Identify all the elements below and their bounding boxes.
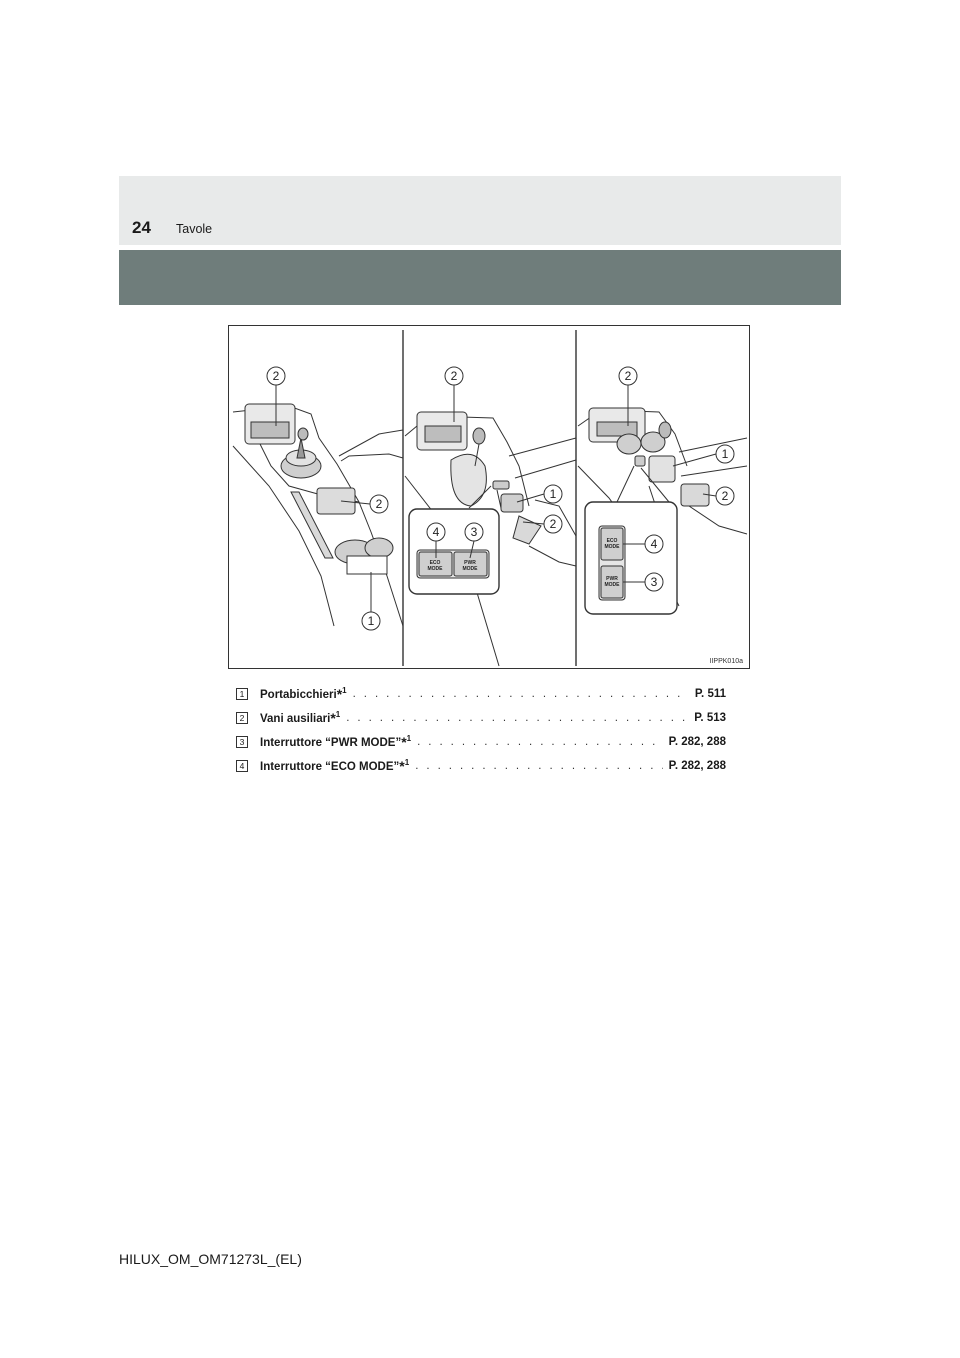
callout-1: 1 — [549, 487, 557, 501]
item-number: 1 — [236, 688, 248, 700]
eco-button-label: ECO — [429, 560, 441, 566]
eco-mode-label: MODE — [604, 544, 620, 550]
callout-4: 4 — [650, 537, 658, 551]
callout-2: 2 — [272, 369, 280, 383]
page-reference: P. 511 — [694, 688, 726, 700]
callout-2: 2 — [450, 369, 458, 383]
document-code: HILUX_OM_OM71273L_(EL) — [119, 1251, 302, 1267]
legend-item — [236, 682, 726, 706]
callout-2: 2 — [721, 489, 729, 503]
pwr-mode-label: MODE — [462, 566, 478, 572]
item-number: 3 — [236, 736, 248, 748]
pwr-button-label: PWR — [606, 576, 618, 582]
console-illustration — [228, 325, 750, 669]
callout-3: 3 — [650, 575, 658, 589]
item-label: Portabicchieri*$^1$ — [260, 686, 347, 702]
callout-1: 1 — [721, 447, 729, 461]
legend-item — [236, 730, 726, 754]
page-number: 24 — [132, 218, 151, 237]
eco-mode-label: MODE — [427, 566, 443, 572]
callout-1: 1 — [367, 614, 375, 628]
callout-2: 2 — [375, 497, 383, 511]
page-reference: P. 513 — [694, 712, 726, 724]
callout-2: 2 — [549, 517, 557, 531]
console-drawing — [229, 326, 750, 669]
dot-leader — [353, 688, 689, 700]
section-title: Tavole — [176, 222, 213, 236]
item-label: Interruttore “PWR MODE”*$^1$ — [260, 734, 412, 750]
header-band — [119, 176, 841, 245]
legend-list — [236, 682, 726, 778]
item-label: Interruttore “ECO MODE”*$^1$ — [260, 758, 410, 774]
page-reference: P. 282, 288 — [668, 760, 726, 772]
page-reference: P. 282, 288 — [668, 736, 726, 748]
dot-leader — [417, 736, 663, 748]
callout-2: 2 — [624, 369, 632, 383]
callout-4: 4 — [432, 525, 440, 539]
eco-button-label: ECO — [606, 538, 618, 544]
item-number: 4 — [236, 760, 248, 772]
pwr-mode-label: MODE — [604, 582, 620, 588]
pwr-button-label: PWR — [464, 560, 476, 566]
dot-leader — [346, 712, 688, 724]
item-number: 2 — [236, 712, 248, 724]
item-label: Vani ausiliari*$^1$ — [260, 710, 341, 726]
legend-item — [236, 754, 726, 778]
title-band — [119, 250, 841, 305]
callout-3: 3 — [470, 525, 478, 539]
dot-leader — [415, 760, 662, 772]
legend-item — [236, 706, 726, 730]
figure-code: IIPPK010a — [709, 658, 743, 665]
